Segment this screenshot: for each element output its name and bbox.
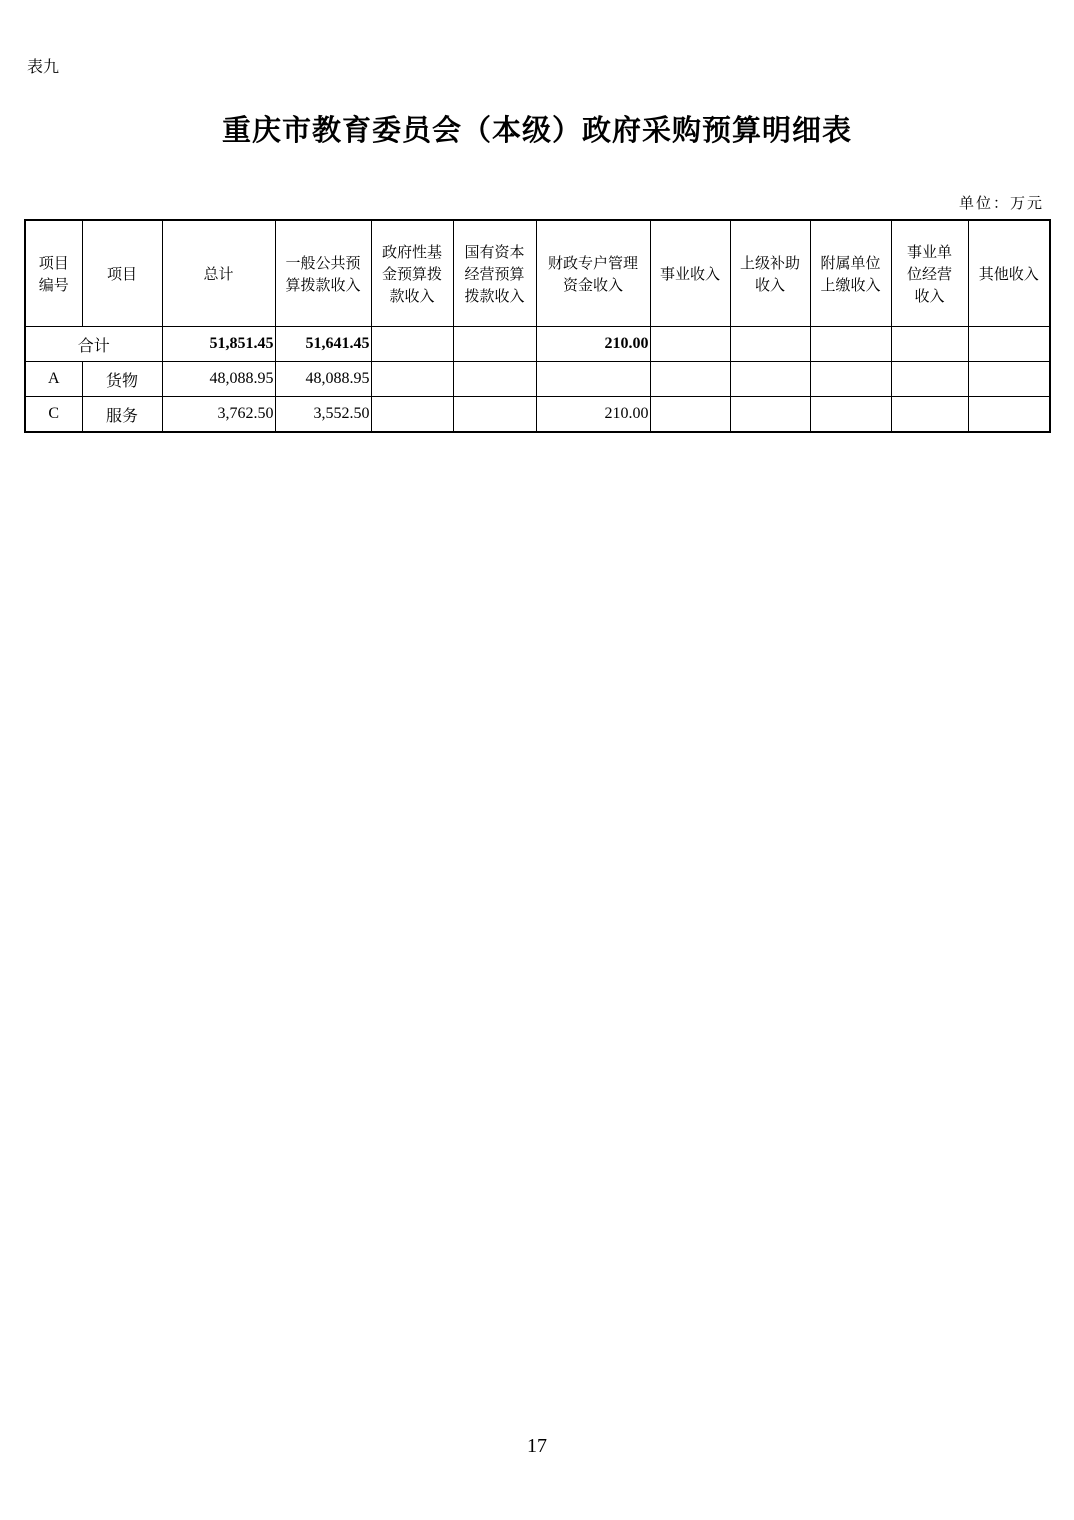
row-institution-operating-income <box>891 362 968 397</box>
row-item: 货物 <box>82 362 162 397</box>
header-fiscal-special-account: 财政专户管理资金收入 <box>536 220 650 327</box>
row-total: 3,762.50 <box>162 397 275 433</box>
page-number: 17 <box>527 1435 547 1457</box>
header-item-code: 项目编号 <box>25 220 82 327</box>
row-gov-fund-budget <box>371 397 453 433</box>
header-other-income: 其他收入 <box>968 220 1050 327</box>
row-superior-subsidy <box>730 362 810 397</box>
row-business-income <box>650 362 730 397</box>
table-label: 表九 <box>27 57 60 76</box>
row-total: 48,088.95 <box>162 362 275 397</box>
header-superior-subsidy: 上级补助收入 <box>730 220 810 327</box>
header-state-capital-budget: 国有资本经营预算拨款收入 <box>453 220 536 327</box>
row-state-capital-budget <box>453 362 536 397</box>
row-item: 服务 <box>82 397 162 433</box>
row-fiscal-special-account <box>536 362 650 397</box>
row-code: A <box>25 362 82 397</box>
header-institution-operating-income: 事业单位经营收入 <box>891 220 968 327</box>
row-gov-fund-budget <box>371 362 453 397</box>
table-row <box>25 362 1050 397</box>
total-row-affiliated-unit-income <box>810 327 891 362</box>
total-row-institution-operating-income <box>891 327 968 362</box>
header-item: 项目 <box>82 220 162 327</box>
header-gov-fund-budget: 政府性基金预算拨款收入 <box>371 220 453 327</box>
table-row <box>25 397 1050 433</box>
row-other-income <box>968 397 1050 433</box>
total-row-other-income <box>968 327 1050 362</box>
total-row-superior-subsidy <box>730 327 810 362</box>
row-other-income <box>968 362 1050 397</box>
total-row-business-income <box>650 327 730 362</box>
header-general-public-budget: 一般公共预算拨款收入 <box>275 220 371 327</box>
page-title: 重庆市教育委员会（本级）政府采购预算明细表 <box>221 113 852 147</box>
row-superior-subsidy <box>730 397 810 433</box>
table-header-row <box>25 220 1050 327</box>
row-business-income <box>650 397 730 433</box>
row-affiliated-unit-income <box>810 362 891 397</box>
total-row-label: 合计 <box>25 327 162 362</box>
row-general-public-budget: 3,552.50 <box>275 397 371 433</box>
header-total: 总计 <box>162 220 275 327</box>
row-fiscal-special-account: 210.00 <box>536 397 650 433</box>
row-code: C <box>25 397 82 433</box>
row-state-capital-budget <box>453 397 536 433</box>
total-row-general-public-budget: 51,641.45 <box>275 327 371 362</box>
row-affiliated-unit-income <box>810 397 891 433</box>
total-row-fiscal-special-account: 210.00 <box>536 327 650 362</box>
total-row-state-capital-budget <box>453 327 536 362</box>
header-affiliated-unit-income: 附属单位上缴收入 <box>810 220 891 327</box>
total-row-gov-fund-budget <box>371 327 453 362</box>
unit-label: 单位：万元 <box>958 194 1044 212</box>
table-total-row <box>25 327 1050 362</box>
row-institution-operating-income <box>891 397 968 433</box>
total-row-total: 51,851.45 <box>162 327 275 362</box>
procurement-budget-table <box>24 219 1051 433</box>
header-business-income: 事业收入 <box>650 220 730 327</box>
row-general-public-budget: 48,088.95 <box>275 362 371 397</box>
